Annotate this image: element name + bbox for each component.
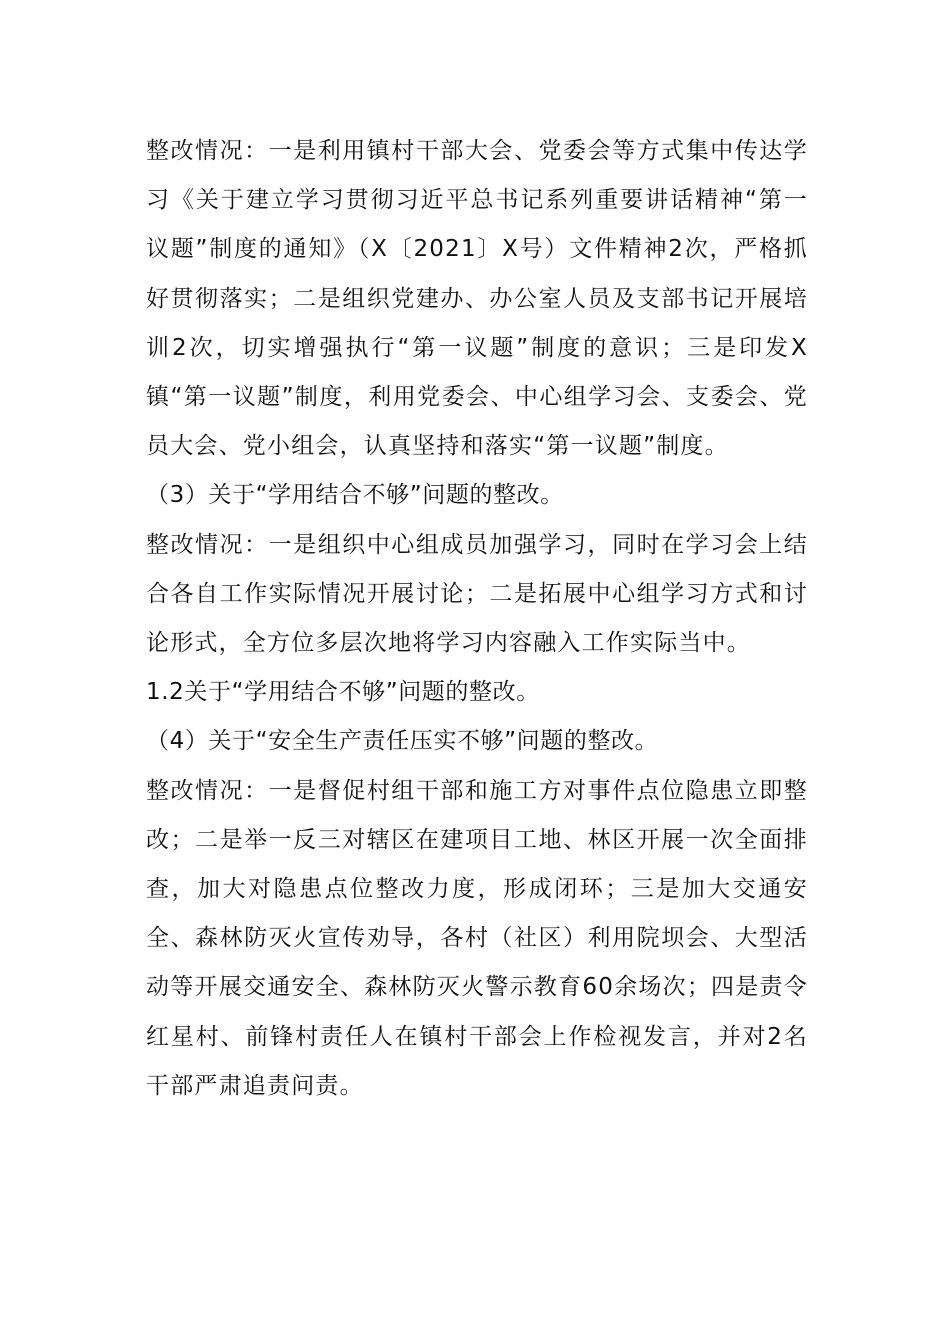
heading-item-3: （3）关于“学用结合不够”问题的整改。: [146, 482, 564, 509]
paragraph-rectification-safety: 整改情况：一是督促村组干部和施工方对事件点位隐患立即整改；二是举一反三对辖区在建项目工地、林区开展一次全面排查，加大对隐患点位整改力度，形成闭环；三是加大交通安全、森林防灭火宣传劝导，各村（社区）利用院坝会、大型活动等开展交通安全、森林防灭火警示教育60余场次；四是责令红星村、前锋村责任人在镇村干部会上作检视发言，并对2名干部严肃追责问责。: [146, 777, 808, 1099]
paragraph-rectification-study-application: 整改情况：一是组织中心组成员加强学习，同时在学习会上结合各自工作实际情况开展讨论；二是拓展中心组学习方式和讨论形式，全方位多层次地将学习内容融入工作实际当中。: [146, 531, 808, 657]
heading-section-1-2: 1.2关于“学用结合不够”问题的整改。: [146, 679, 540, 706]
paragraph-rectification-first-topic: 整改情况：一是利用镇村干部大会、党委会等方式集中传达学习《关于建立学习贯彻习近平总书记系列重要讲话精神“第一议题”制度的通知》（X〔2021〕X号）文件精神2次，严格抓好贯彻落实；二是组织党建办、办公室人员及支部书记开展培训2次，切实增强执行“第一议题”制度的意识；三是印发X镇“第一议题”制度，利用党委会、中心组学习会、支委会、党员大会、党小组会，认真坚持和落实“第一议题”制度。: [146, 138, 808, 460]
heading-item-4: （4）关于“安全生产责任压实不够”问题的整改。: [146, 728, 659, 755]
document-body: [146, 127, 808, 1111]
